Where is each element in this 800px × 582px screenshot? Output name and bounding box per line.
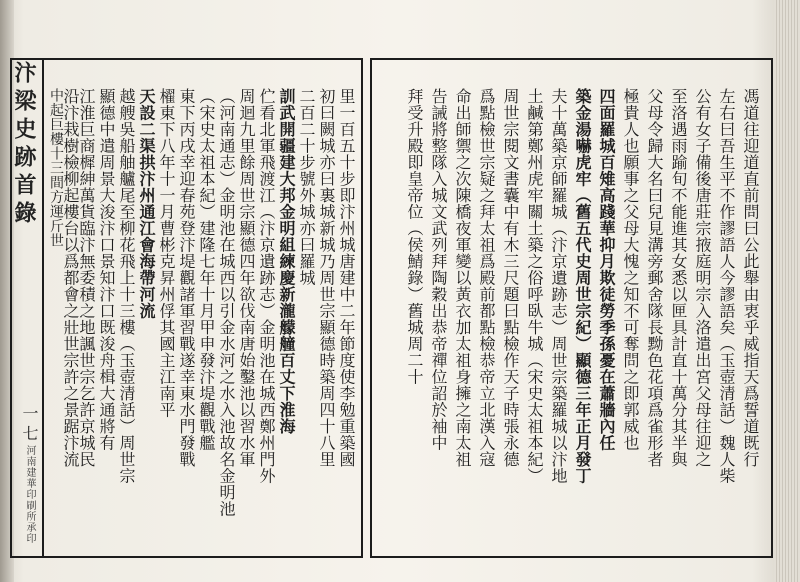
right-line-7: 四面羅城百雉高踐華抑月欺徒勞季孫憂在蕭牆內任 bbox=[597, 88, 616, 451]
left-line-2: 初曰闕城亦曰裏城新城乃周世宗顯德時築周四十八里 bbox=[317, 88, 336, 468]
left-line-10: 櫂東下八年十一月曹彬克昇州俘其國主江南平 bbox=[157, 88, 176, 418]
right-line-4: 至洛遇雨踰旬不能進其女悉以匣具計直十萬分其半與 bbox=[669, 88, 688, 468]
right-line-3: 公有女子備後唐莊宗掖庭明宗入洛遣出宮父母往迎之 bbox=[693, 88, 712, 468]
left-line-15: 沿汴栽樹檢柳起樓台以爲都會之壯世宗許之景踞汴流 bbox=[61, 88, 80, 468]
right-line-14: 告誡將整隊入城文武列拜陶穀出恭帝禪位詔於袖中 bbox=[429, 88, 448, 451]
left-line-6: 周迴九里餘周世宗顯德四年欲伐南唐始鑿池以習水軍 bbox=[237, 88, 256, 468]
page-edges bbox=[774, 0, 800, 582]
left-line-3: 二百二十步號外城亦曰羅城 bbox=[297, 88, 316, 286]
left-line-11: 天設二渠拱汴州通江會海帶河流 bbox=[137, 88, 156, 319]
banner-publisher: 河南建華印刷所承印 bbox=[24, 445, 35, 544]
left-line-5: 伫看北軍飛渡江（汴京遺跡志）金明池在城西鄭州門外 bbox=[257, 88, 276, 484]
right-line-13: 命出師禦之次陳橋夜軍變以黃衣加太祖身擁之南太祖 bbox=[453, 88, 472, 468]
right-line-15: 拜受升殿即皇帝位（侯鯖錄）舊城周二十 bbox=[405, 88, 424, 385]
left-line-7: （河南通志）金明池在城西以引金水河之水入池故名金明池 bbox=[217, 88, 236, 517]
left-line-13: 顯德中遣周景大浚汴口景知汴口既浚舟楫大通將有 bbox=[97, 88, 116, 451]
left-line-14: 江淮巨商樨紳萬貨臨汴無委積之地諷世宗乞許京城民 bbox=[77, 88, 96, 468]
banner-page-number: 一七 bbox=[20, 405, 39, 445]
right-line-6: 極貴人也願事之父母大愧之知不可奪問之即郭威也 bbox=[621, 88, 640, 451]
right-line-5: 父母令歸大名曰兒見溝旁郵舍隊長黝色花項爲雀形者 bbox=[645, 88, 664, 468]
left-line-12: 越艘吳船舳艫尾至柳花飛上十三樓（玉壺清話）周世宗 bbox=[117, 88, 136, 484]
left-line-8: （宋史太祖本紀）建隆七年十月甲申發汴堤觀戰艦 bbox=[197, 88, 216, 451]
left-line-4: 訓武開疆建大邦金明組練慶新瀧艨艟百丈下淮海 bbox=[277, 88, 296, 435]
right-line-9: 夫十萬築京師羅城（汴京遺跡志）周世宗築羅城以汴地 bbox=[549, 88, 568, 484]
right-line-12: 爲點檢世宗疑之拜太祖爲殿前都點檢恭帝立北漢入寇 bbox=[477, 88, 496, 468]
left-line-9: 東下丙戌幸迎春苑登汴堤觀諸軍習戰遂幸東水門發戰 bbox=[177, 88, 196, 468]
right-line-11: 周世宗閱文書囊中有木三尺題曰點檢作天子時張永德 bbox=[501, 88, 520, 468]
right-line-8: 築金湯嚇虎牢（舊五代史周世宗紀）顯德三年正月發丁 bbox=[573, 88, 592, 484]
right-line-10: 土鹹第鄭州虎牢關土築之俗呼臥牛城（宋史太祖本紀） bbox=[525, 88, 544, 484]
right-line-2: 左右曰吾生平不作謬語人今謬語矣（玉壺清話）魏人柴 bbox=[717, 88, 736, 484]
right-line-1: 馮道往迎道直前問曰公此舉由衷乎威指天爲誓道既行 bbox=[741, 88, 760, 468]
banner-title: 汴梁史跡首錄 bbox=[11, 61, 37, 229]
left-line-1: 里一百五十步即汴州城唐建中二年節度使李勉重築國 bbox=[337, 88, 356, 468]
left-line-16: 中起巨樓十三間方運斤世 bbox=[48, 88, 64, 248]
